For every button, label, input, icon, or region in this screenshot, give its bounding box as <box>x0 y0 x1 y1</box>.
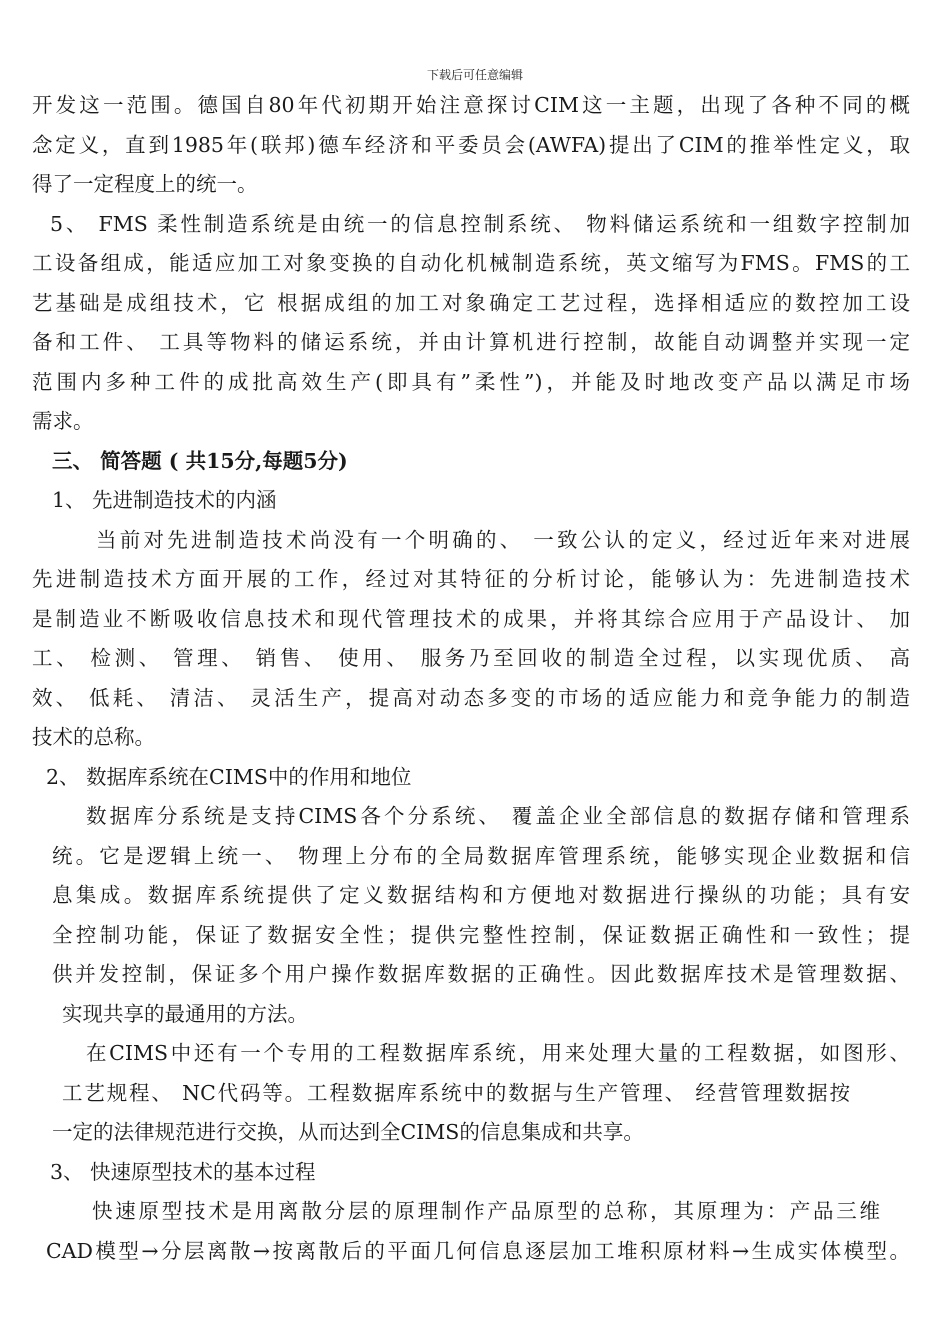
text-line: CAD模型→分层离散→按离散后的平面几何信息逐层加工堆积原材料→生成实体模型。 <box>46 1238 910 1263</box>
text-line: 念定义，直到1985年(联邦)德车经济和平委员会(AWFA)提出了CIM的推举性定义，取 <box>32 132 910 157</box>
paragraph-cim-definition <box>30 86 910 205</box>
question-title: 3、 快速原型技术的基本过程 <box>50 1159 316 1184</box>
text-line: 当前对先进制造技术尚没有一个明确的、 一致公认的定义，经过近年来对进展 <box>96 527 910 552</box>
paragraph-database-role <box>30 797 910 1034</box>
text-line: 全控制功能，保证了数据安全性；提供完整性控制，保证数据正确性和一致性；提 <box>52 922 910 947</box>
text-line: 快速原型技术是用离散分层的原理制作产品原型的总称，其原理为：产品三维 <box>92 1199 880 1223</box>
text-line: 工艺规程、 NC代码等。工程数据库系统中的数据与生产管理、 经营管理数据按 <box>62 1080 850 1105</box>
text-line: 备和工件、 工具等物料的储运系统，并由计算机进行控制，故能自动调整并实现一定 <box>32 330 910 354</box>
paragraph-engineering-database <box>30 1034 910 1153</box>
text-line: 供并发控制，保证多个用户操作数据库数据的正确性。因此数据库技术是管理数据、 <box>52 962 910 986</box>
text-line: 先进制造技术方面开展的工作，经过对其特征的分析讨论，能够认为：先进制造技术 <box>32 567 910 591</box>
text-line: 在CIMS中还有一个专用的工程数据库系统，用来处理大量的工程数据，如图形、 <box>86 1041 910 1065</box>
document-body <box>30 86 910 1271</box>
text-line: 实现共享的最通用的方法。 <box>62 1001 308 1026</box>
text-line: 统。它是逻辑上统一、 物理上分布的全局数据库管理系统，能够实现企业数据和信 <box>52 843 910 868</box>
question-title: 2、 数据库系统在CIMS中的作用和地位 <box>46 764 412 789</box>
text-line: 工设备组成，能适应加工对象变换的自动化机械制造系统，英文缩写为FMS。FMS的工 <box>32 251 910 275</box>
text-line: 开发这一范围。德国自80年代初期开始注意探讨CIM这一主题，出现了各种不同的概 <box>32 93 910 117</box>
text-line: 数据库分系统是支持CIMS各个分系统、 覆盖企业全部信息的数据存储和管理系 <box>86 804 910 828</box>
paragraph-rapid-prototyping <box>30 1192 910 1271</box>
text-line: 一定的法律规范进行交换，从而达到全CIMS的信息集成和共享。 <box>52 1120 644 1144</box>
section-heading: 三、 简答题 ( 共15分,每题5分) <box>52 448 348 473</box>
text-line: 技术的总称。 <box>32 725 155 749</box>
paragraph-fms <box>30 205 910 442</box>
text-line: 效、 低耗、 清洁、 灵活生产，提高对动态多变的市场的适应能力和竞争能力的制造 <box>32 685 910 710</box>
text-line: 5、 FMS 柔性制造系统是由统一的信息控制系统、 物料储运系统和一组数字控制加 <box>50 211 910 236</box>
text-line: 得了一定程度上的统一。 <box>32 172 258 196</box>
text-line: 工、 检测、 管理、 销售、 使用、 服务乃至回收的制造全过程，以实现优质、 高 <box>32 646 910 670</box>
question-title: 1、 先进制造技术的内涵 <box>52 488 277 512</box>
text-line: 范围内多种工件的成批高效生产(即具有”柔性”)，并能及时地改变产品以满足市场 <box>32 369 910 394</box>
text-line: 需求。 <box>32 409 94 433</box>
page-header: 下载后可任意编辑 <box>426 68 523 82</box>
text-line: 是制造业不断吸收信息技术和现代管理技术的成果，并将其综合应用于产品设计、 加 <box>32 606 910 631</box>
text-line: 艺基础是成组技术，它 根据成组的加工对象确定工艺过程，选择相适应的数控加工设 <box>32 290 910 315</box>
paragraph-amt-definition <box>30 521 910 758</box>
text-line: 息集成。数据库系统提供了定义数据结构和方便地对数据进行操纵的功能；具有安 <box>52 883 910 907</box>
